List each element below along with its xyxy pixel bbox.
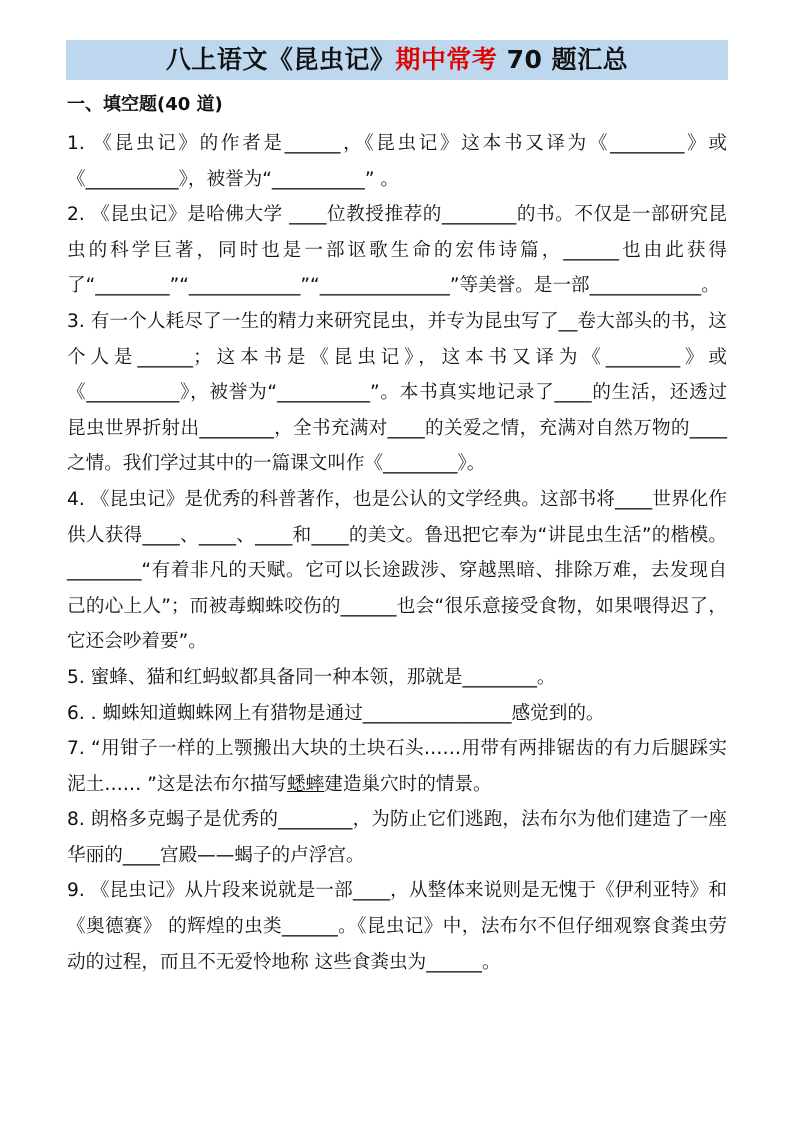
question-5: 5. 蜜蜂、猫和红蚂蚁都具备同一种本领，那就是________。 — [67, 666, 556, 688]
question-7-before: 7. “用钳子一样的上颚搬出大块的土块石头……用带有两排锯齿的有力后腿踩实泥土…… ”这是法布尔描写 — [67, 738, 727, 795]
question-3: 3. 有一个人耗尽了一生的精力来研究昆虫，并专为昆虫写了__卷大部头的书，这个人是______；这本书是《昆虫记》，这本书又译为《________》或《__________》，被誉为“__________”。本书真实地记录了____的生活，还透过昆虫世界折射出________，全书充满对____的关爱之情，充满对自然万物的____之情。我们学过其中的一篇课文叫作《________》。 — [67, 310, 727, 475]
title-highlight: 期中常考 — [395, 45, 498, 74]
question-7 — [67, 731, 727, 802]
question-7-after: 建造巢穴时的情景。 — [324, 773, 492, 795]
section-heading: 一、填空题(40 道) — [67, 94, 223, 115]
question-list — [67, 126, 727, 980]
document-title — [66, 40, 728, 80]
question-9: 9. 《昆虫记》从片段来说就是一部____，从整体来说则是无愧于《伊利亚特》和《奥德赛》 的辉煌的虫类______。《昆虫记》中，法布尔不但仔细观察食粪虫劳动的过程，而且不无爱怜地称 这些食粪虫为______。 — [67, 880, 727, 973]
title-part3: 70 题汇总 — [497, 45, 629, 74]
question-6: 6. . 蜘蛛知道蜘蛛网上有猎物是通过________________感觉到的。 — [67, 702, 605, 724]
title-part1: 八上语文《昆虫记》 — [165, 45, 396, 74]
question-7-underlined: 蟋蟀 — [287, 773, 325, 795]
question-8: 8. 朗格多克蝎子是优秀的________，为防止它们逃跑，法布尔为他们建造了一座华丽的____宫殿——蝎子的卢浮宫。 — [67, 809, 727, 866]
question-1: 1. 《昆虫记》的作者是______，《昆虫记》这本书又译为《________》或《__________》，被誉为“__________” 。 — [67, 133, 727, 190]
question-2: 2. 《昆虫记》是哈佛大学 ____位教授推荐的________的书。不仅是一部研究昆虫的科学巨著，同时也是一部讴歌生命的宏伟诗篇，______也由此获得了“________”“____________”“______________”等美誉。是一部____________。 — [67, 204, 727, 297]
question-4: 4. 《昆虫记》是优秀的科普著作，也是公认的文学经典。这部书将____世界化作供人获得____、____、____和____的美文。鲁迅把它奉为“讲昆虫生活”的楷模。________“有着非凡的天赋。它可以长途跋涉、穿越黑暗、排除万难，去发现自己的心上人”；而被毒蜘蛛咬伤的______也会“很乐意接受食物，如果喂得迟了，它还会吵着要”。 — [67, 488, 727, 653]
